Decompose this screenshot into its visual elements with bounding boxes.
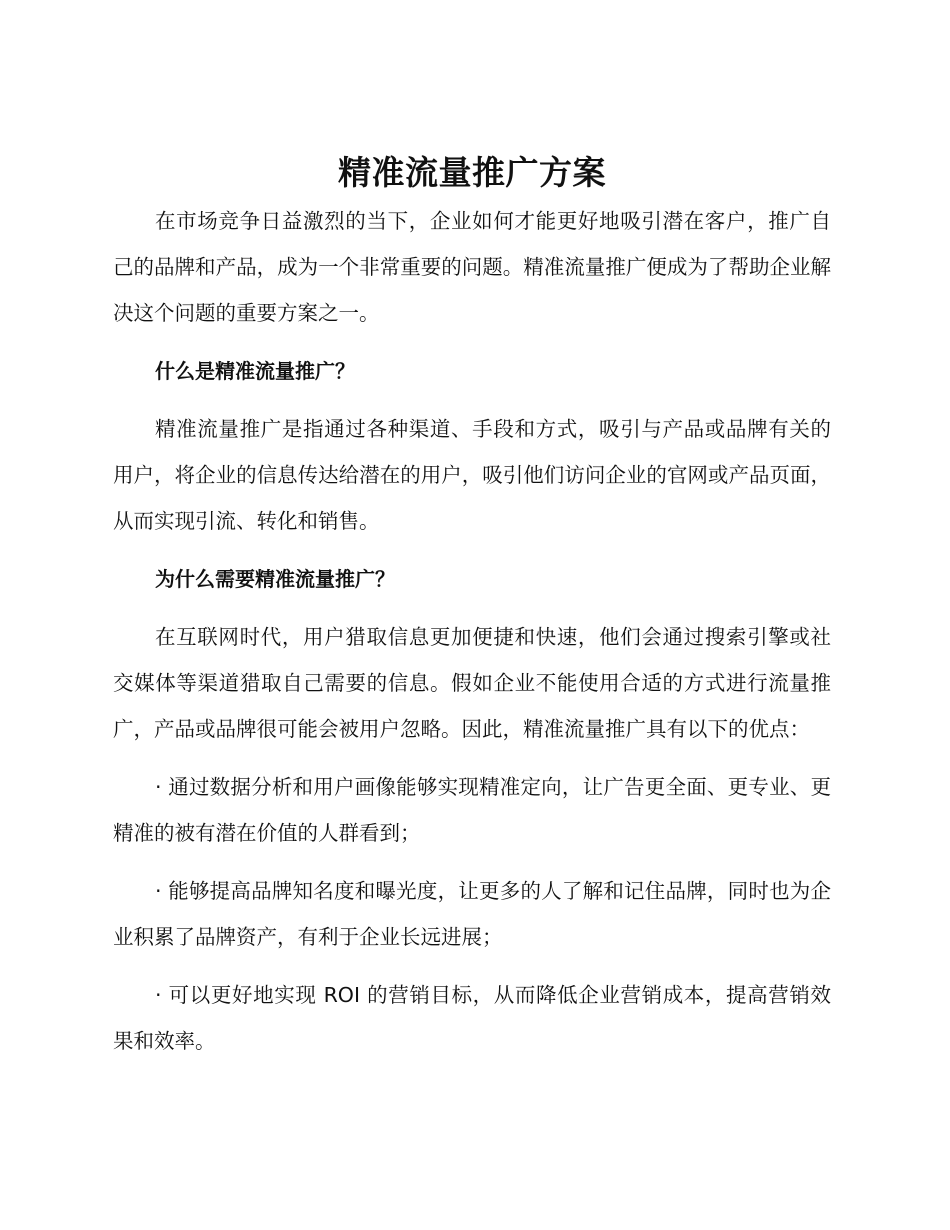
section-heading-why: 为什么需要精准流量推广？ xyxy=(155,567,395,591)
section-body-why: 在互联网时代，用户猎取信息更加便捷和快速，他们会通过搜索引擎或社交媒体等渠道猎取自己需要的信息。假如企业不能使用合适的方式进行流量推广，产品或品牌很可能会被用户忽略。因此，精准流量推广具有以下的优点： xyxy=(113,625,831,741)
bullet-item-targeting: · 通过数据分析和用户画像能够实现精准定向，让广告更全面、更专业、更精准的被有潜在价值的人群看到； xyxy=(113,775,831,845)
bullet-item-roi: · 可以更好地实现 ROI 的营销目标，从而降低企业营销成本，提高营销效果和效率。 xyxy=(113,983,831,1053)
spacer xyxy=(113,544,831,556)
spacer xyxy=(113,960,831,972)
document-content xyxy=(113,148,831,1064)
spacer xyxy=(113,336,831,348)
intro-paragraph: 在市场竞争日益激烈的当下，企业如何才能更好地吸引潜在客户，推广自己的品牌和产品，成为一个非常重要的问题。精准流量推广便成为了帮助企业解决这个问题的重要方案之一。 xyxy=(113,209,831,325)
bullet-item-brand-awareness: · 能够提高品牌知名度和曝光度，让更多的人了解和记住品牌，同时也为企业积累了品牌资产，有利于企业长远进展； xyxy=(113,879,831,949)
spacer xyxy=(113,394,831,406)
section-heading-what: 什么是精准流量推广？ xyxy=(155,359,355,383)
document-title: 精准流量推广方案 xyxy=(338,153,606,192)
spacer xyxy=(113,602,831,614)
spacer xyxy=(113,752,831,764)
section-body-what: 精准流量推广是指通过各种渠道、手段和方式，吸引与产品或品牌有关的用户，将企业的信息传达给潜在的用户，吸引他们访问企业的官网或产品页面，从而实现引流、转化和销售。 xyxy=(113,417,831,533)
spacer xyxy=(113,856,831,868)
